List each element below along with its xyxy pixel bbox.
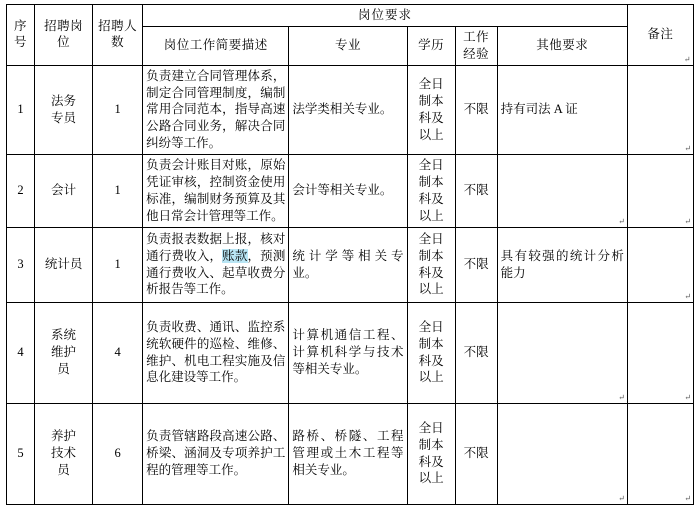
cell-education-label: 全日制本科及以上 — [418, 319, 444, 385]
paragraph-mark-icon: ↵ — [618, 392, 625, 402]
cell-remark — [627, 65, 693, 154]
cell-major: 路桥、桥隧、工程管理或土木工程等相关专业。 — [289, 403, 407, 504]
cell-post-label: 法务专员 — [51, 93, 77, 125]
header-experience-label: 工作经验 — [463, 29, 490, 61]
table-row — [7, 403, 694, 504]
cell-experience: 不限 — [455, 155, 497, 228]
cell-post — [35, 403, 93, 504]
cell-desc-highlight: 账款 — [222, 248, 248, 263]
cell-desc: 负责收费、通讯、监控系统软硬件的巡检、维修、维护、机电工程实施及信息化建设等工作。 — [143, 302, 289, 403]
header-remark — [627, 5, 693, 66]
cell-post-label: 养护技术员 — [51, 429, 77, 477]
cell-remark — [627, 227, 693, 302]
cell-major: 计算机通信工程、计算机科学与技术等相关专业。 — [289, 302, 407, 403]
cell-count: 1 — [93, 155, 143, 228]
cell-education — [407, 302, 455, 403]
cell-seq: 4 — [7, 302, 35, 403]
cell-remark — [627, 302, 693, 403]
cell-desc: 负责建立合同管理体系，制定合同管理制度，编制常用合同范本，指导高速公路合同业务，解决合同纠纷等工作。 — [143, 65, 289, 154]
paragraph-mark-icon: ↵ — [618, 216, 625, 226]
cell-other — [497, 302, 627, 403]
cell-experience: 不限 — [455, 403, 497, 504]
cell-seq: 1 — [7, 65, 35, 154]
cell-post: 统计员 — [35, 227, 93, 302]
cell-post-label: 系统维护员 — [51, 328, 77, 376]
paragraph-mark-icon: ↵ — [684, 291, 691, 301]
cell-count: 1 — [93, 65, 143, 154]
header-seq — [7, 5, 35, 66]
cell-post: 会计 — [35, 155, 93, 228]
table-row — [7, 65, 694, 154]
header-seq-label: 序号 — [14, 19, 28, 49]
header-count — [93, 5, 143, 66]
cell-desc-part1: 负责报表数据上报，核对通行费收入， — [146, 231, 286, 263]
cell-seq: 5 — [7, 403, 35, 504]
header-post — [35, 5, 93, 66]
header-remark-label: 备注 — [647, 27, 674, 41]
cell-post — [35, 65, 93, 154]
cell-education — [407, 155, 455, 228]
cell-desc — [143, 227, 289, 302]
header-count-label: 招聘人数 — [98, 19, 138, 49]
paragraph-mark-icon: ↵ — [684, 493, 691, 503]
cell-other — [497, 155, 627, 228]
header-major: 专业 — [289, 26, 407, 65]
header-experience — [455, 26, 497, 65]
header-requirements-group: 岗位要求 — [143, 5, 628, 27]
cell-seq: 2 — [7, 155, 35, 228]
cell-desc: 负责管辖路段高速公路、桥梁、涵洞及专项养护工程的管理等工作。 — [143, 403, 289, 504]
cell-major: 会计等相关专业。 — [289, 155, 407, 228]
cell-other — [497, 403, 627, 504]
cell-education — [407, 227, 455, 302]
table-row — [7, 227, 694, 302]
cell-education — [407, 403, 455, 504]
cell-major: 统计学等相关专业。 — [289, 227, 407, 302]
header-education: 学历 — [407, 26, 455, 65]
cell-education-label: 全日制本科及以上 — [418, 231, 444, 297]
header-post-label: 招聘岗位 — [44, 19, 84, 49]
cell-education-label: 全日制本科及以上 — [418, 158, 444, 223]
paragraph-mark-icon: ↵ — [684, 144, 691, 153]
cell-other: 具有较强的统计分析能力 — [497, 227, 627, 302]
recruitment-table — [6, 4, 694, 505]
cell-experience: 不限 — [455, 302, 497, 403]
header-other: 其他要求 — [497, 26, 627, 65]
table-header-row-1 — [7, 5, 694, 27]
cell-count: 6 — [93, 403, 143, 504]
cell-desc-part2: ，预测通行费收入、起草收费分析报告等工作。 — [146, 248, 286, 297]
table-row — [7, 155, 694, 228]
cell-other: 持有司法 A 证 — [497, 65, 627, 154]
cell-remark — [627, 155, 693, 228]
paragraph-mark-icon: ↵ — [683, 54, 691, 64]
table-row — [7, 302, 694, 403]
cell-count: 4 — [93, 302, 143, 403]
cell-seq: 3 — [7, 227, 35, 302]
cell-desc: 负责会计账目对账，原始凭证审核，控制资金使用标准，编制财务预算及其他日常会计管理等工作。 — [143, 155, 289, 228]
cell-major: 法学类相关专业。 — [289, 65, 407, 154]
paragraph-mark-icon: ↵ — [684, 216, 691, 226]
paragraph-mark-icon: ↵ — [684, 392, 691, 402]
cell-education-label: 全日制本科及以上 — [418, 420, 444, 486]
cell-experience: 不限 — [455, 65, 497, 154]
cell-remark — [627, 403, 693, 504]
paragraph-mark-icon: ↵ — [618, 493, 625, 503]
cell-post — [35, 302, 93, 403]
cell-experience: 不限 — [455, 227, 497, 302]
header-desc: 岗位工作简要描述 — [143, 26, 289, 65]
cell-education — [407, 65, 455, 154]
cell-education-label: 全日制本科及以上 — [418, 77, 444, 142]
cell-count: 1 — [93, 227, 143, 302]
